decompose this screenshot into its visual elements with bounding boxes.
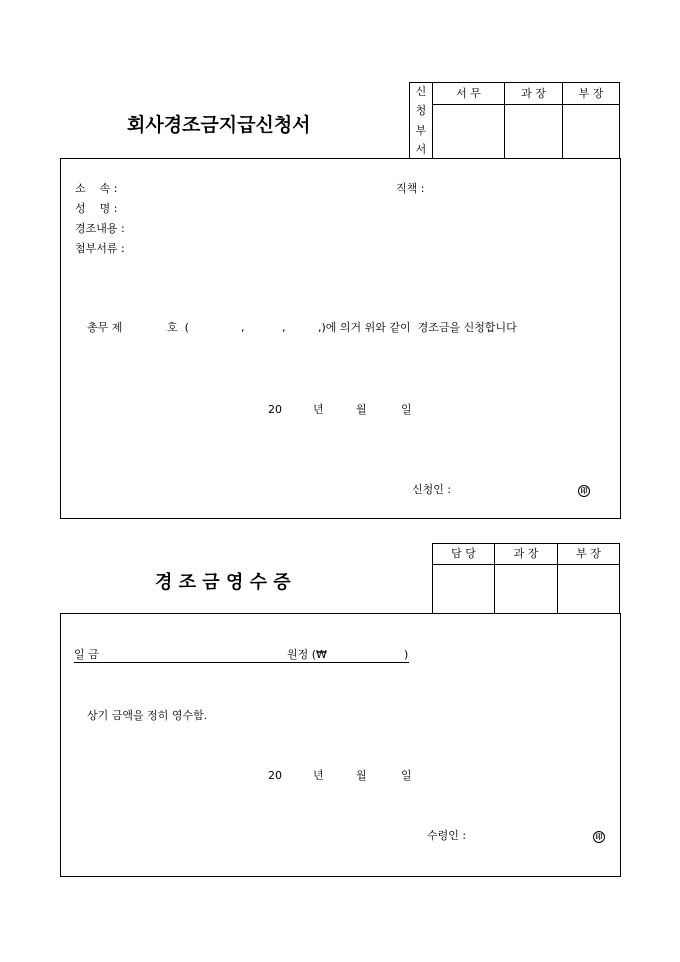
- approval-side-char-4: 서: [415, 143, 427, 156]
- approval-column-seomu: 서 무: [456, 87, 481, 100]
- field-attachments-label: 첨부서류 :: [75, 242, 125, 255]
- approval-side-char-2: 청: [415, 104, 427, 117]
- receipt-signature-gwajang[interactable]: [495, 565, 557, 613]
- receipt-column-bujang: 부 장: [576, 547, 601, 560]
- applicant-label: 신청인 :: [412, 483, 452, 496]
- receipt-date-month-unit: 월: [356, 769, 367, 782]
- approval-signature-bujang[interactable]: [563, 105, 619, 158]
- applicant-seal-icon: 印: [578, 485, 590, 497]
- statement-part1: 총무 제: [87, 321, 123, 334]
- receipt-column-damdang: 담 당: [451, 547, 476, 560]
- receiver-seal-icon: 印: [593, 831, 605, 843]
- receipt-date-year-prefix: 20: [268, 769, 282, 782]
- approval-column-gwajang: 과 장: [521, 87, 546, 100]
- approval-signature-gwajang[interactable]: [505, 105, 562, 158]
- receipt-date-day-unit: 일: [401, 769, 412, 782]
- receiver-label: 수령인 :: [427, 829, 467, 842]
- amount-underline: [74, 662, 409, 663]
- application-body-box: [60, 158, 621, 519]
- approval-side-char-3: 부: [415, 124, 427, 137]
- date-day-unit: 일: [401, 403, 412, 416]
- approval-side-char-1: 신: [415, 85, 427, 98]
- date-year-unit: 년: [313, 403, 324, 416]
- receipt-signature-bujang[interactable]: [558, 565, 619, 613]
- receipt-date-year-unit: 년: [313, 769, 324, 782]
- field-content-label: 경조내용 :: [75, 222, 125, 235]
- approval-signature-seomu[interactable]: [433, 105, 504, 158]
- amount-unit: 원정 (₩: [287, 648, 327, 661]
- amount-label: 일 금: [74, 648, 99, 661]
- receipt-body-box: [60, 613, 621, 877]
- date-year-prefix: 20: [268, 403, 282, 416]
- field-affiliation-label: 소 속 :: [75, 182, 118, 195]
- receipt-column-gwajang: 과 장: [513, 547, 539, 560]
- field-position-label: 직책 :: [396, 182, 425, 195]
- statement-dot2: ,: [282, 321, 286, 334]
- statement-dot1: ,: [241, 321, 245, 334]
- receipt-statement: 상기 금액을 정히 영수함.: [87, 709, 208, 722]
- field-name-label: 성 명 :: [75, 202, 118, 215]
- amount-close: ): [404, 648, 409, 661]
- statement-part3: ,)에 의거 위와 같이 경조금을 신청합니다: [318, 321, 517, 334]
- receipt-signature-damdang[interactable]: [433, 565, 494, 613]
- statement-part2: 호 (: [167, 321, 189, 334]
- application-title: 회사경조금지급신청서: [127, 114, 311, 136]
- receipt-title: 경 조 금 영 수 증: [155, 572, 291, 593]
- date-month-unit: 월: [356, 403, 367, 416]
- approval-column-bujang: 부 장: [578, 87, 604, 100]
